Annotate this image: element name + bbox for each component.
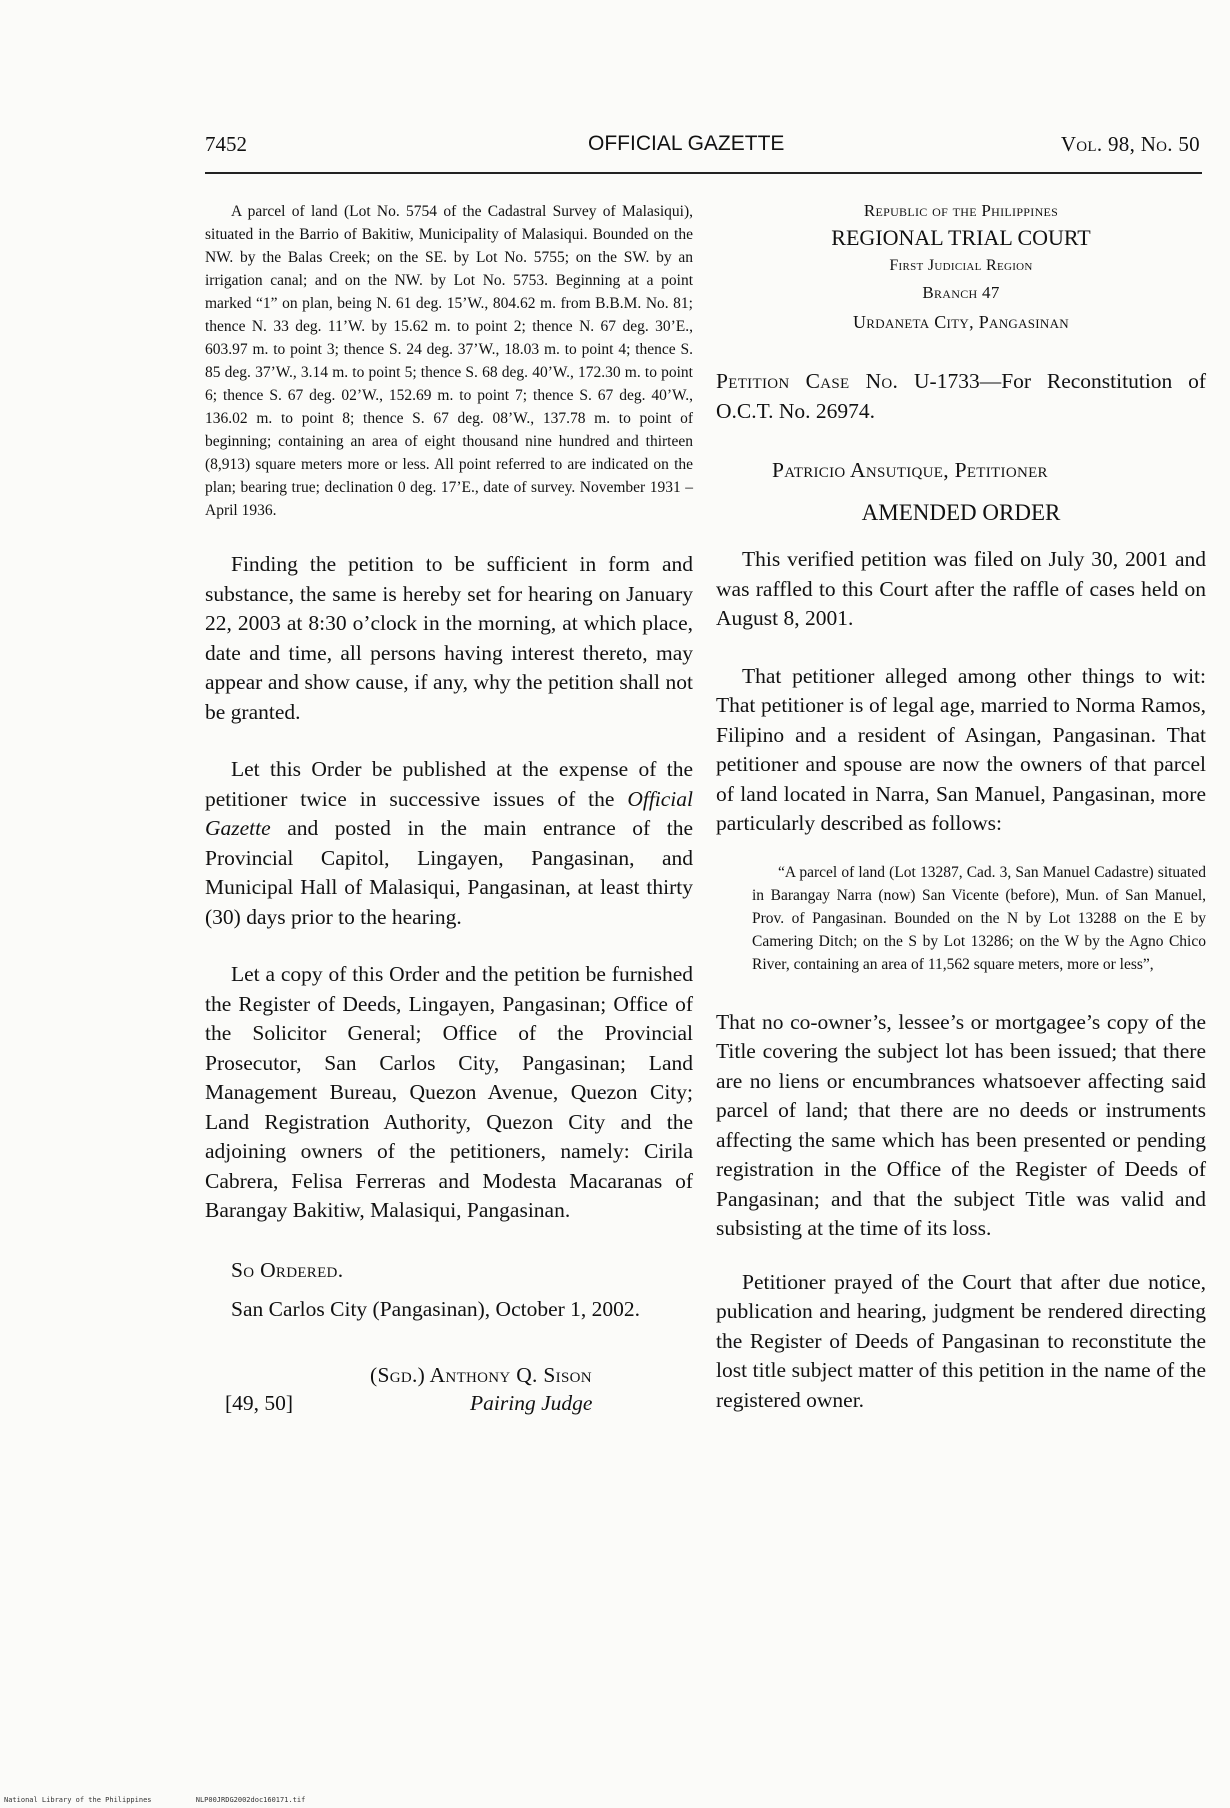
land-description: A parcel of land (Lot No. 5754 of the Cadastral Survey of Malasiqui), situated in the Barrio of Bakitiw, Municipality of Malasiqui. Bounded on the NW. by the Balas Creek; on the SE. by Lot No. 5755; on the SW. by an irrigation canal; and on the NW. by Lot No. 5753. Beginning at a point marked “1” on plan, being N. 61 deg. 15’W., 804.62 m. from B.B.M. No. 81; thence N. 33 deg. 11’W. by 15.62 m. to point 2; thence N. 67 deg. 30’E., 603.97 m. to point 3; thence S. 24 deg. 37’W., 18.03 m. to point 4; thence S. 85 deg. 37’W., 3.14 m. to point 5; thence S. 68 deg. 40’W., 172.30 m. to point 6; thence S. 67 deg. 02’W., 152.69 m. to point 7; thence S. 67 deg. 40’W., 136.02 m. to point 8; thence S. 67 deg. 08’W., 137.78 m. to point of beginning; containing an area of eight thousand nine hundred and thirteen (8,913) square meters more or less. All point referred to are indicated on the plan; bearing true; declination 0 deg. 17’E., date of survey. November 1931 – April 1936. <box>205 203 693 519</box>
petitioner-line: Patricio Ansutique, Petitioner <box>772 458 1048 482</box>
land-quote: “A parcel of land (Lot 13287, Cad. 3, San Manuel Cadastre) situated in Barangay Narra (now) San Vicente (before), Mun. of San Manuel, Prov. of Pangasinan. Bounded on the N by Lot 13288 on the E by Camering Ditch; on the S by Lot 13286; on the W by the Agno Chico River, containing an area of 11,562 square meters, more or less”, <box>752 863 1206 973</box>
region-heading: First Judicial Region <box>889 257 1033 274</box>
branch-heading: Branch 47 <box>922 283 1000 302</box>
place-date: San Carlos City (Pangasinan), October 1, 2002. <box>231 1297 641 1321</box>
official-gazette-italic: Official Gazette <box>205 786 693 840</box>
case-prefix: Petition Case No. <box>716 369 899 393</box>
so-ordered: So Ordered. <box>231 1257 344 1282</box>
publication-title: OFFICIAL GAZETTE <box>588 132 785 155</box>
signature-block <box>205 1361 693 1431</box>
city-heading: Urdaneta City, Pangasinan <box>852 312 1069 332</box>
court-heading: REGIONAL TRIAL COURT <box>831 225 1091 250</box>
volume-number: Vol. 98, No. 50 <box>1060 132 1200 156</box>
coowner-paragraph: That no co-owner’s, lessee’s or mortgagee’s copy of the Title covering the subject lot has been issued; that there are no liens or encumbrances whatsoever affecting said parcel of land; that there are no deeds or instruments affecting the same which has been presented or pending registration in the Office of the Register of Deeds of Pangasinan; and that the subject Title was valid and subsisting at the time of its loss. <box>716 1009 1206 1240</box>
case-rest: U-1733—For Reconstitution of O.C.T. No. 26974. <box>716 369 1207 423</box>
judge-title: Pairing Judge <box>470 1390 593 1415</box>
right-column <box>716 200 1206 1415</box>
signature: (Sgd.) Anthony Q. Sison <box>370 1362 592 1387</box>
scan-footer <box>4 1796 305 1804</box>
publication-text-2: and posted in the main entrance of the Provincial Capitol, Lingayen, Pangasinan, and Municipal Hall of Malasiqui, Pangasinan, at least thirty (30) days prior to the hearing. <box>205 816 694 929</box>
page-number: 7452 <box>205 132 247 156</box>
file-id: NLP00JRDG2002doc160171.tif <box>195 1796 306 1804</box>
publication-text-1: Let this Order be published at the expense of the petitioner twice in successive issues of the <box>205 757 693 811</box>
header-rule <box>205 172 1202 174</box>
alleged-paragraph: That petitioner alleged among other things to wit: That petitioner is of legal age, married to Norma Ramos, Filipino and a resident of Asingan, Pangasinan. That petitioner and spouse are now the owners of that parcel of land located in Narra, San Manuel, Pangasinan, more particularly described as follows: <box>716 663 1206 835</box>
filed-paragraph: This verified petition was filed on July 30, 2001 and was raffled to this Court after the raffle of cases held on August 8, 2001. <box>716 547 1206 630</box>
prayer-paragraph: Petitioner prayed of the Court that after due notice, publication and hearing, judgment be rendered directing the Register of Deeds of Pangasinan to reconstitute the lost title subject matter of this petition in the name of the registered owner. <box>716 1269 1206 1412</box>
copy-paragraph: Let a copy of this Order and the petition be furnished the Register of Deeds, Lingayen, Pangasinan; Office of the Solicitor General; Office of the Provincial Prosecutor, San Carlos City, Pangasinan; Land Management Bureau, Quezon Avenue, Quezon City; Land Registration Authority, Quezon City and the adjoining owners of the petitioners, namely: Cirila Cabrera, Felisa Ferreras and Modesta Macaranas of Barangay Bakitiw, Malasiqui, Pangasinan. <box>205 962 693 1222</box>
republic-heading: Republic of the Philippines <box>863 201 1059 220</box>
publication-paragraph <box>205 755 693 932</box>
library-stamp: National Library of the Philippines <box>4 1796 152 1804</box>
issue-reference: [49, 50] <box>225 1390 294 1415</box>
hearing-paragraph: Finding the petition to be sufficient in form and substance, the same is hereby set for hearing on January 22, 2003 at 8:30 o’clock in the morning, at which place, date and time, all persons having interest thereto, may appear and show cause, if any, why the petition shall not be granted. <box>205 552 693 724</box>
case-title <box>716 367 1206 426</box>
left-column <box>205 200 693 1431</box>
order-title: AMENDED ORDER <box>861 499 1061 525</box>
